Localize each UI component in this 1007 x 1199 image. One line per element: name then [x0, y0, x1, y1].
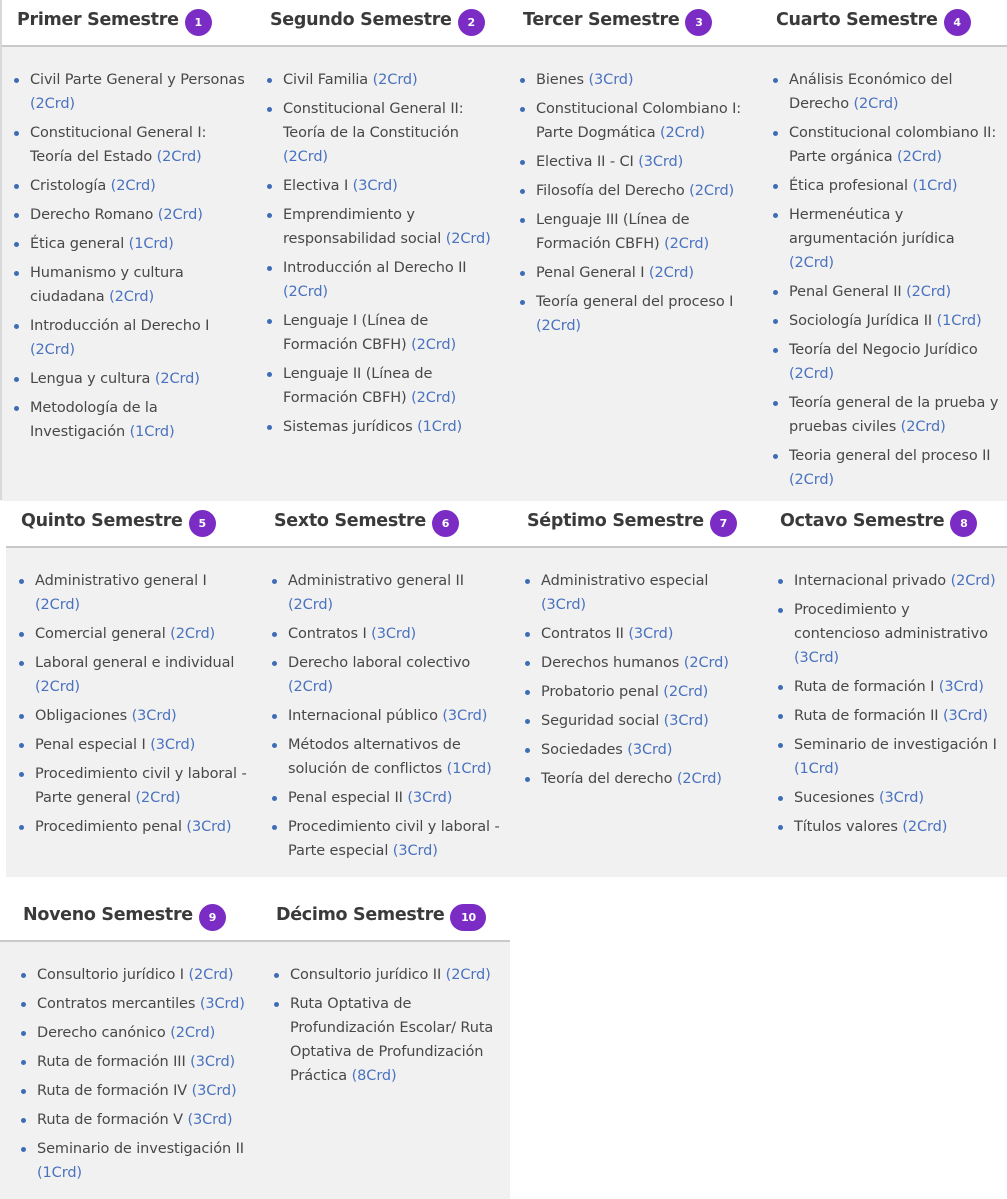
course-item: [512, 738, 765, 762]
course-name: Procedimiento y contencioso administrativo: [794, 602, 988, 642]
course-item: [254, 415, 507, 439]
semester-title: [276, 901, 486, 928]
course-credits: (1Crd): [446, 761, 492, 777]
row-3-body: [0, 942, 510, 1199]
course-item: [512, 709, 765, 733]
semester-number-badge: 8: [950, 510, 977, 537]
row-2-headers: [6, 501, 1007, 548]
course-item: [259, 815, 512, 863]
course-credits: (2Crd): [411, 390, 457, 406]
course-item: [254, 362, 507, 410]
course-name: Lenguaje I (Línea de Formación CBFH): [283, 313, 429, 353]
course-name: Teoría general de la prueba y pruebas civiles: [789, 395, 999, 435]
course-name: Administrativo general II: [288, 573, 464, 589]
course-list: [8, 942, 255, 1185]
course-item: [507, 208, 760, 256]
semester-number-badge: 4: [944, 9, 971, 36]
semester-title-text: Segundo Semestre: [270, 9, 452, 30]
course-name: Consultorio jurídico I: [37, 967, 184, 983]
course-name: Derecho canónico: [37, 1025, 166, 1041]
course-item: [760, 68, 1007, 116]
course-item: [1, 174, 254, 198]
semester-number-badge: 5: [189, 510, 216, 537]
course-item: [1, 396, 254, 444]
course-credits: (3Crd): [352, 178, 398, 194]
course-name: Sociología Jurídica II: [789, 313, 933, 329]
course-name: Procedimiento civil y laboral - Parte general: [35, 766, 247, 806]
course-name: Ruta Optativa de Profundización Escolar/ Ruta Optativa de Profundización Práctica: [290, 996, 494, 1084]
course-list: [760, 47, 1007, 492]
course-list: [765, 548, 1007, 839]
semester-number-badge: 1: [185, 9, 212, 36]
course-name: Ruta de formación I: [794, 679, 935, 695]
semester-title: [23, 901, 226, 928]
semester-title-text: Octavo Semestre: [780, 510, 945, 531]
course-name: Metodología de la Investigación: [30, 400, 158, 440]
course-list: [6, 548, 259, 839]
course-credits: (2Crd): [283, 149, 328, 165]
semester-header: [512, 501, 765, 548]
course-item: [259, 733, 512, 781]
semester-number-badge: 9: [199, 904, 226, 931]
course-name: Filosofía del Derecho: [536, 183, 685, 199]
semester-header: [0, 895, 255, 942]
semester-title-text: Sexto Semestre: [274, 510, 426, 531]
course-credits: (2Crd): [30, 96, 75, 112]
course-name: Introducción al Derecho I: [30, 318, 210, 334]
course-item: [765, 675, 1007, 699]
course-name: Consultorio jurídico II: [290, 967, 442, 983]
course-name: Ruta de formación V: [37, 1112, 183, 1128]
course-item: [507, 97, 760, 145]
course-credits: (2Crd): [288, 597, 333, 613]
course-item: [259, 622, 512, 646]
course-item: [8, 1021, 255, 1045]
course-item: [261, 963, 510, 987]
course-name: Civil Parte General y Personas: [30, 72, 245, 88]
course-credits: (2Crd): [170, 1025, 216, 1041]
course-list: [1, 47, 254, 444]
course-item: [259, 569, 512, 617]
course-credits: (3Crd): [186, 819, 232, 835]
course-credits: (2Crd): [109, 289, 155, 305]
course-credits: (2Crd): [154, 371, 200, 387]
course-name: Penal General I: [536, 265, 645, 281]
course-item: [6, 815, 259, 839]
course-name: Internacional privado: [794, 573, 947, 589]
course-name: Probatorio penal: [541, 684, 659, 700]
course-name: Sucesiones: [794, 790, 875, 806]
course-name: Lenguaje III (Línea de Formación CBFH): [536, 212, 690, 252]
course-item: [512, 569, 765, 617]
course-item: [6, 569, 259, 617]
course-name: Sociedades: [541, 742, 623, 758]
row-1-headers: [1, 0, 1007, 47]
course-credits: (2Crd): [445, 231, 491, 247]
course-name: Seguridad social: [541, 713, 660, 729]
course-credits: (2Crd): [950, 573, 996, 589]
course-name: Sistemas jurídicos: [283, 419, 413, 435]
semester-course-list: [760, 47, 1007, 501]
course-credits: (3Crd): [938, 679, 984, 695]
semester-course-list: [765, 548, 1007, 877]
semester-title: [21, 507, 216, 534]
course-name: Ruta de formación IV: [37, 1083, 188, 1099]
course-name: Introducción al Derecho II: [283, 260, 467, 276]
semester-header: [254, 0, 507, 47]
course-name: Internacional público: [288, 708, 438, 724]
course-name: Análisis Económico del Derecho: [789, 72, 953, 112]
course-name: Procedimiento civil y laboral - Parte especial: [288, 819, 500, 859]
course-name: Constitucional General I: Teoría del Estado: [30, 125, 207, 165]
course-item: [8, 1050, 255, 1074]
course-credits: (1Crd): [794, 761, 839, 777]
semester-header: [1, 0, 254, 47]
course-item: [765, 786, 1007, 810]
course-credits: (1Crd): [912, 178, 958, 194]
course-item: [1, 367, 254, 391]
course-credits: (2Crd): [536, 318, 581, 334]
course-name: Emprendimiento y responsabilidad social: [283, 207, 442, 247]
course-credits: (2Crd): [283, 284, 328, 300]
course-name: Electiva II - CI: [536, 154, 634, 170]
course-list: [259, 548, 512, 863]
course-name: Obligaciones: [35, 708, 128, 724]
course-credits: (2Crd): [35, 679, 80, 695]
course-list: [254, 47, 507, 439]
semester-row-3: [0, 895, 510, 1199]
semester-course-list: [1, 47, 254, 501]
semester-header: [765, 501, 1007, 548]
course-credits: (1Crd): [129, 424, 175, 440]
course-name: Penal especial II: [288, 790, 403, 806]
course-item: [507, 150, 760, 174]
course-credits: (3Crd): [150, 737, 196, 753]
course-credits: (2Crd): [288, 679, 333, 695]
course-credits: (3Crd): [371, 626, 417, 642]
course-name: Contratos I: [288, 626, 367, 642]
course-item: [8, 1079, 255, 1103]
course-item: [507, 179, 760, 203]
course-name: Teoría del derecho: [541, 771, 673, 787]
course-item: [8, 992, 255, 1016]
course-item: [760, 174, 1007, 198]
course-item: [760, 391, 1007, 439]
course-item: [765, 815, 1007, 839]
course-credits: (3Crd): [942, 708, 988, 724]
row-1-body: [1, 47, 1007, 501]
course-credits: (3Crd): [627, 742, 673, 758]
course-item: [765, 569, 1007, 593]
course-item: [1, 68, 254, 116]
course-credits: (3Crd): [187, 1112, 233, 1128]
course-item: [507, 68, 760, 92]
semester-course-list: [255, 942, 510, 1199]
course-name: Procedimiento penal: [35, 819, 182, 835]
course-name: Bienes: [536, 72, 584, 88]
semester-course-list: [6, 548, 259, 877]
course-name: Lengua y cultura: [30, 371, 151, 387]
course-item: [760, 280, 1007, 304]
semester-title: [780, 507, 977, 534]
course-name: Teoría general del proceso I: [536, 294, 734, 310]
semester-title: [523, 6, 712, 33]
course-credits: (2Crd): [676, 771, 722, 787]
semester-row-2: [6, 501, 1007, 877]
course-name: Electiva I: [283, 178, 349, 194]
semester-number-badge: 2: [458, 9, 485, 36]
course-item: [1, 232, 254, 256]
course-item: [1, 314, 254, 362]
course-credits: (2Crd): [897, 149, 942, 165]
course-credits: (3Crd): [628, 626, 674, 642]
course-name: Ética profesional: [789, 178, 908, 194]
course-item: [6, 762, 259, 810]
course-name: Ética general: [30, 236, 125, 252]
course-credits: (2Crd): [789, 255, 834, 271]
course-credits: (2Crd): [110, 178, 156, 194]
semester-course-list: [254, 47, 507, 501]
course-credits: (2Crd): [648, 265, 694, 281]
semester-title-text: Noveno Semestre: [23, 904, 193, 925]
course-credits: (3Crd): [190, 1054, 236, 1070]
course-credits: (3Crd): [442, 708, 488, 724]
course-name: Penal especial I: [35, 737, 146, 753]
course-name: Teoría del Negocio Jurídico: [789, 342, 978, 358]
course-credits: (2Crd): [30, 342, 75, 358]
course-item: [6, 622, 259, 646]
course-credits: (2Crd): [157, 207, 203, 223]
course-credits: (2Crd): [853, 96, 899, 112]
course-item: [760, 338, 1007, 386]
course-item: [1, 121, 254, 169]
course-credits: (2Crd): [789, 472, 834, 488]
course-item: [259, 704, 512, 728]
course-item: [765, 598, 1007, 670]
course-item: [259, 651, 512, 699]
row-2-body: [6, 548, 1007, 877]
semester-title: [270, 6, 485, 33]
course-item: [512, 622, 765, 646]
course-name: Títulos valores: [794, 819, 898, 835]
course-item: [254, 68, 507, 92]
course-credits: (2Crd): [35, 597, 80, 613]
course-item: [254, 97, 507, 169]
semester-number-badge: 6: [432, 510, 459, 537]
semester-title: [274, 507, 459, 534]
course-credits: (3Crd): [407, 790, 453, 806]
course-credits: (2Crd): [689, 183, 735, 199]
semester-number-badge: 10: [450, 904, 486, 931]
course-credits: (2Crd): [660, 125, 705, 141]
course-credits: (2Crd): [900, 419, 946, 435]
course-credits: (2Crd): [683, 655, 729, 671]
course-credits: (3Crd): [199, 996, 245, 1012]
course-name: Seminario de investigación I: [794, 737, 997, 753]
semester-title-text: Décimo Semestre: [276, 904, 445, 925]
course-name: Administrativo especial: [541, 573, 709, 589]
semester-title-text: Quinto Semestre: [21, 510, 183, 531]
left-divider: [0, 0, 2, 500]
course-credits: (3Crd): [588, 72, 634, 88]
semester-title-text: Séptimo Semestre: [527, 510, 704, 531]
course-item: [261, 992, 510, 1088]
course-name: Seminario de investigación II: [37, 1141, 244, 1157]
course-credits: (2Crd): [372, 72, 418, 88]
course-credits: (2Crd): [188, 967, 234, 983]
course-list: [512, 548, 765, 791]
course-name: Derecho Romano: [30, 207, 154, 223]
course-list: [507, 47, 760, 338]
course-credits: (2Crd): [156, 149, 202, 165]
course-item: [765, 733, 1007, 781]
course-item: [760, 309, 1007, 333]
course-item: [254, 203, 507, 251]
semester-header: [6, 501, 259, 548]
course-name: Penal General II: [789, 284, 902, 300]
course-name: Constitucional colombiano II: Parte orgánica: [789, 125, 997, 165]
semester-course-list: [259, 548, 512, 877]
course-item: [254, 256, 507, 304]
course-credits: (3Crd): [191, 1083, 237, 1099]
course-item: [507, 261, 760, 285]
semester-course-list: [512, 548, 765, 877]
course-item: [760, 121, 1007, 169]
course-name: Métodos alternativos de solución de conflictos: [288, 737, 461, 777]
course-credits: (3Crd): [638, 154, 684, 170]
course-name: Ruta de formación III: [37, 1054, 186, 1070]
course-name: Humanismo y cultura ciudadana: [30, 265, 184, 305]
course-credits: (3Crd): [878, 790, 924, 806]
course-name: Contratos II: [541, 626, 624, 642]
semester-header: [259, 501, 512, 548]
course-name: Civil Familia: [283, 72, 369, 88]
course-name: Ruta de formación II: [794, 708, 939, 724]
semester-course-list: [507, 47, 760, 501]
course-list: [261, 942, 510, 1088]
course-credits: (3Crd): [794, 650, 839, 666]
course-name: Teoria general del proceso II: [789, 448, 991, 464]
course-name: Comercial general: [35, 626, 166, 642]
course-item: [760, 203, 1007, 275]
course-credits: (2Crd): [135, 790, 181, 806]
semester-title-text: Cuarto Semestre: [776, 9, 938, 30]
course-item: [254, 309, 507, 357]
semester-title: [527, 507, 737, 534]
course-item: [1, 203, 254, 227]
semester-header: [507, 0, 760, 47]
course-item: [6, 651, 259, 699]
course-credits: (2Crd): [170, 626, 216, 642]
semester-row-1: [1, 0, 1007, 501]
course-credits: (3Crd): [541, 597, 586, 613]
semester-course-list: [0, 942, 255, 1199]
course-credits: (1Crd): [936, 313, 982, 329]
course-name: Lenguaje II (Línea de Formación CBFH): [283, 366, 433, 406]
course-name: Laboral general e individual: [35, 655, 235, 671]
course-name: Derecho laboral colectivo: [288, 655, 471, 671]
course-item: [512, 651, 765, 675]
course-credits: (1Crd): [37, 1165, 82, 1181]
course-name: Hermenéutica y argumentación jurídica: [789, 207, 955, 247]
course-credits: (2Crd): [902, 819, 948, 835]
course-item: [512, 680, 765, 704]
course-item: [8, 963, 255, 987]
course-item: [8, 1137, 255, 1185]
semester-header: [760, 0, 1007, 47]
course-credits: (2Crd): [445, 967, 491, 983]
course-credits: (1Crd): [128, 236, 174, 252]
course-name: Contratos mercantiles: [37, 996, 196, 1012]
course-item: [512, 767, 765, 791]
course-credits: (2Crd): [906, 284, 952, 300]
semester-title-text: Tercer Semestre: [523, 9, 680, 30]
course-name: Constitucional General II: Teoría de la Constitución: [283, 101, 464, 141]
course-item: [1, 261, 254, 309]
course-credits: (2Crd): [411, 337, 457, 353]
course-name: Cristología: [30, 178, 107, 194]
course-item: [254, 174, 507, 198]
course-name: Derechos humanos: [541, 655, 680, 671]
semester-number-badge: 7: [710, 510, 737, 537]
course-credits: (2Crd): [789, 366, 834, 382]
course-name: Constitucional Colombiano I: Parte Dogmática: [536, 101, 742, 141]
semester-title: [776, 6, 971, 33]
course-credits: (2Crd): [664, 236, 710, 252]
course-credits: (3Crd): [392, 843, 438, 859]
course-item: [6, 704, 259, 728]
course-item: [760, 444, 1007, 492]
course-item: [6, 733, 259, 757]
course-name: Administrativo general I: [35, 573, 207, 589]
course-credits: (3Crd): [663, 713, 709, 729]
course-credits: (3Crd): [131, 708, 177, 724]
course-credits: (2Crd): [663, 684, 709, 700]
course-item: [765, 704, 1007, 728]
course-item: [259, 786, 512, 810]
semester-title: [17, 6, 212, 33]
semester-header: [255, 895, 510, 942]
semester-number-badge: 3: [685, 9, 712, 36]
course-credits: (1Crd): [417, 419, 463, 435]
course-item: [507, 290, 760, 338]
semester-title-text: Primer Semestre: [17, 9, 179, 30]
course-item: [8, 1108, 255, 1132]
course-credits: (8Crd): [351, 1068, 397, 1084]
row-3-headers: [0, 895, 510, 942]
